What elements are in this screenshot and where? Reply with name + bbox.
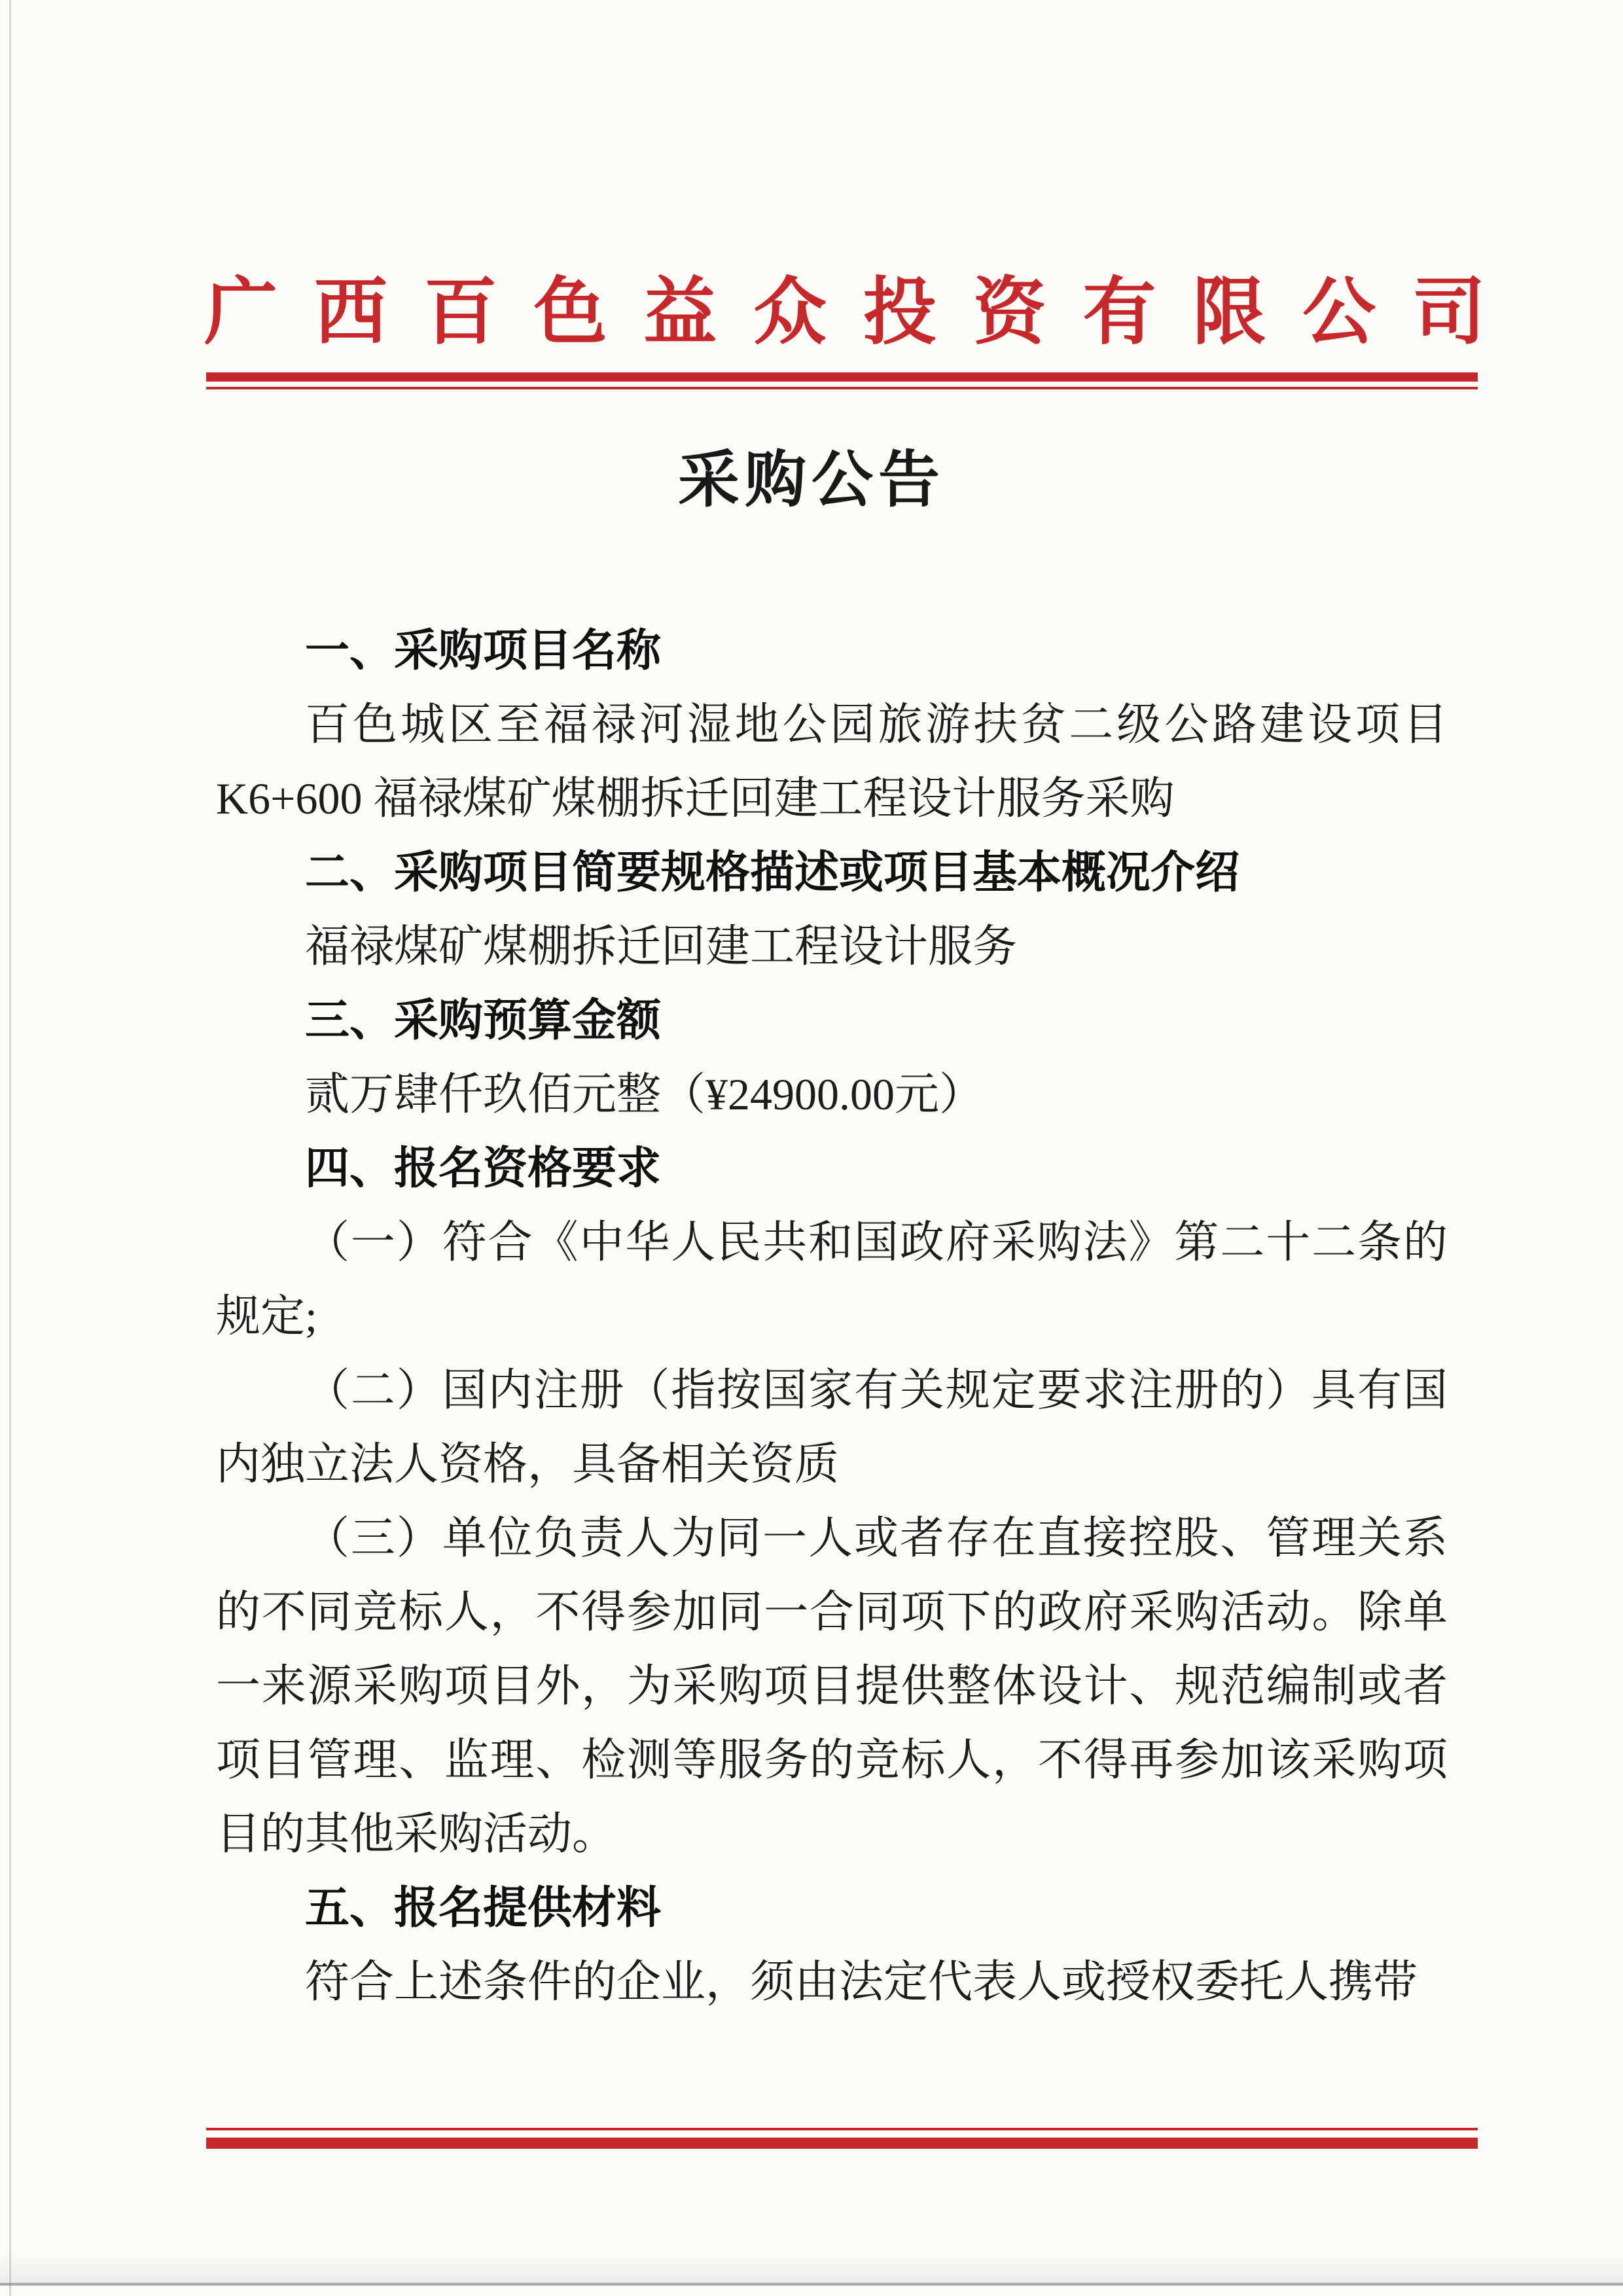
scan-edge-artifact-bottom <box>0 2283 1623 2286</box>
scan-edge-artifact-left <box>9 0 11 2296</box>
footer-rule-thick <box>206 2138 1478 2149</box>
header-rule-thick <box>206 372 1478 382</box>
section-4-requirement-2: （二）国内注册（指按国家有关规定要求注册的）具有国内独立法人资格，具备相关资质 <box>216 1365 1448 1489</box>
header-rule-thin <box>206 387 1478 389</box>
document-title: 采购公告 <box>677 446 945 514</box>
footer-rule-thin <box>206 2128 1478 2130</box>
section-1-heading: 一、采购项目名称 <box>305 626 662 675</box>
section-4-heading: 四、报名资格要求 <box>305 1143 662 1193</box>
section-5-heading: 五、报名提供材料 <box>305 1883 662 1933</box>
section-4-requirement-1: （一）符合《中华人民共和国政府采购法》第二十二条的规定; <box>216 1217 1448 1341</box>
scan-shade-artifact-bottom <box>0 2253 1623 2283</box>
section-5-materials-intro: 符合上述条件的企业，须由法定代表人或授权委托人携带 <box>305 1957 1418 2007</box>
section-1-project-name: 百色城区至福禄河湿地公园旅游扶贫二级公路建设项目K6+600 福禄煤矿煤棚拆迁回建工程设计服务采购 <box>216 700 1448 823</box>
section-3-heading: 三、采购预算金额 <box>305 996 662 1045</box>
section-2-description: 福禄煤矿煤棚拆迁回建工程设计服务 <box>305 922 1018 971</box>
section-4-requirement-3: （三）单位负责人为同一人或者存在直接控股、管理关系的不同竞标人，不得参加同一合同项下的政府采购活动。除单一来源采购项目外，为采购项目提供整体设计、规范编制或者项目管理、监理、检测等服务的竞标人，不得再参加该采购项目的其他采购活动。 <box>216 1513 1448 1859</box>
section-2-heading: 二、采购项目简要规格描述或项目基本概况介绍 <box>305 848 1240 897</box>
section-3-budget-amount: 贰万肆仟玖佰元整（¥24900.00元） <box>305 1069 984 1119</box>
company-name-masthead: 广 西 百 色 益 众 投 资 有 限 公 司 <box>204 272 1486 353</box>
document-body <box>216 614 1448 2019</box>
